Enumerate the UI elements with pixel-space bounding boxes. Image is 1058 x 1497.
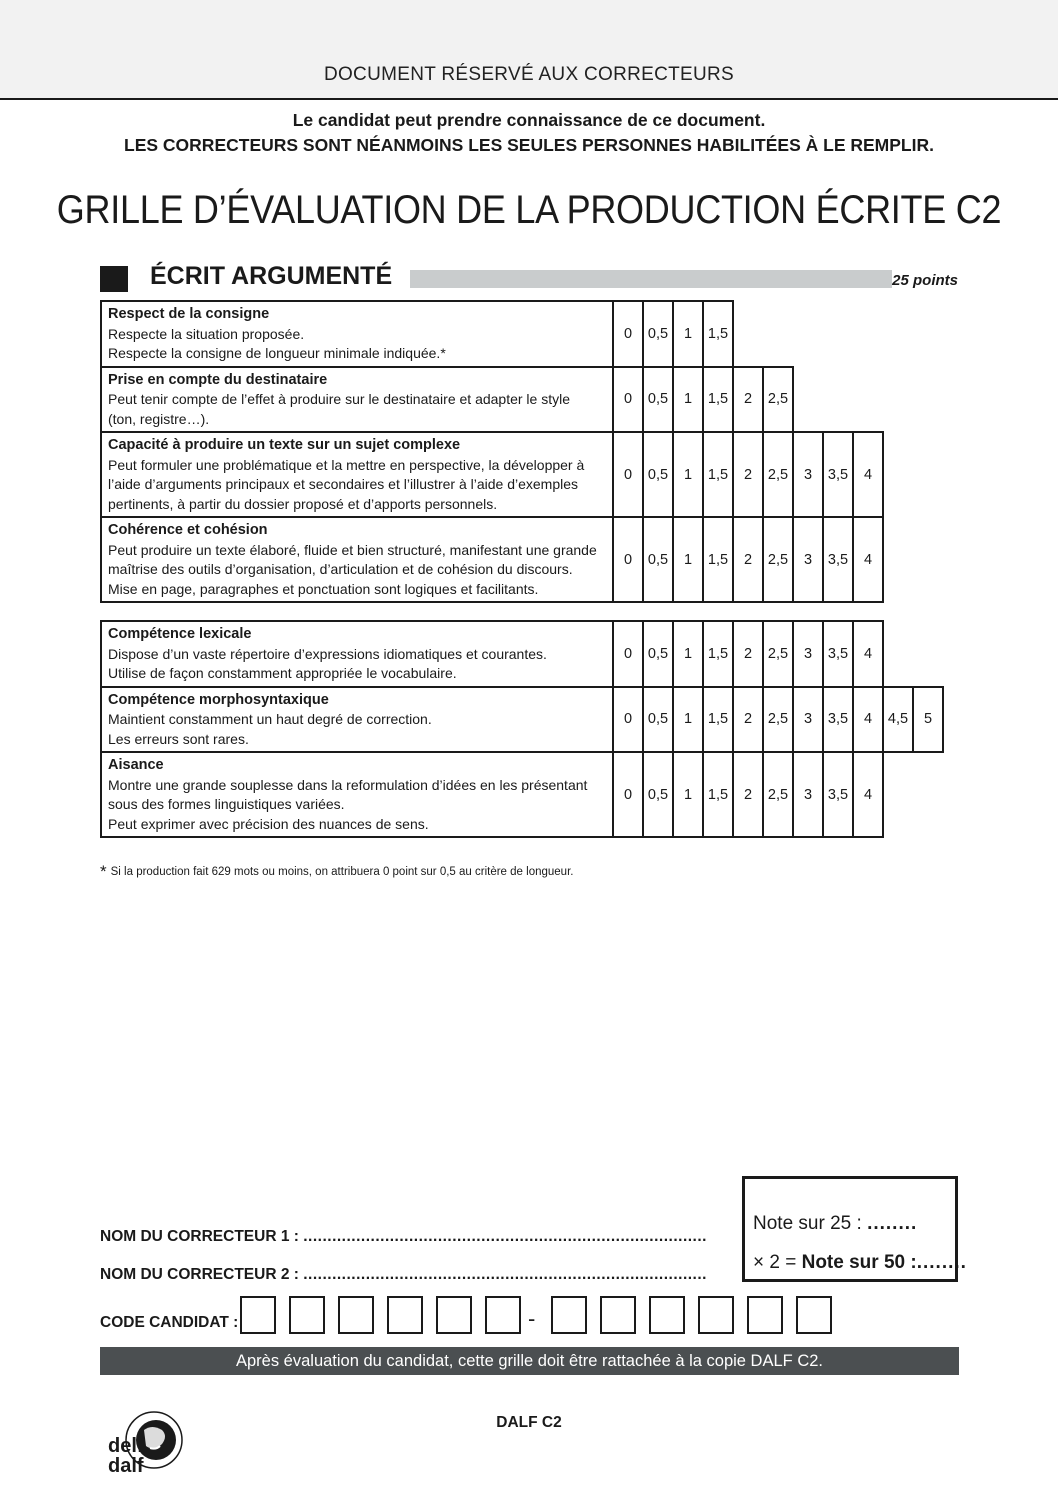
note-50-line [753, 1252, 967, 1274]
criterion-name: Compétence morphosyntaxique [108, 691, 329, 708]
empty-cell [733, 301, 763, 367]
footnote-text: Si la production fait 629 mots ou moins, on attribuera 0 point sur 0,5 au critère de longueur. [110, 866, 574, 878]
score-cell[interactable]: 1 [673, 517, 703, 602]
score-cell[interactable]: 3,5 [823, 752, 853, 837]
note-50-label: Note sur 50 : [801, 1252, 917, 1273]
section-title: ÉCRIT ARGUMENTÉ [150, 262, 393, 290]
exam-code: DALF C2 [496, 1414, 562, 1431]
score-cell[interactable]: 0 [613, 517, 643, 602]
empty-cell [823, 367, 853, 433]
header-bar [0, 0, 1058, 100]
empty-cell [793, 367, 823, 433]
score-cell[interactable]: 3 [793, 621, 823, 687]
corrector-2-label: NOM DU CORRECTEUR 2 : [100, 1266, 299, 1283]
criterion-line: Peut exprimer avec précision des nuances de sens. [108, 815, 429, 832]
criterion-line: Peut produire un texte élaboré, fluide et bien structuré, manifestant une grande [108, 541, 597, 558]
score-cell[interactable]: 0 [613, 752, 643, 837]
code-box[interactable] [747, 1296, 783, 1334]
criteria-table-2 [100, 620, 944, 838]
score-cell[interactable]: 1 [673, 301, 703, 367]
logo-text-delf: delf [108, 1435, 144, 1457]
corrector-1-line [100, 1228, 707, 1246]
criterion-description [101, 752, 613, 837]
empty-cell [883, 367, 885, 433]
score-cell[interactable]: 2,5 [763, 621, 793, 687]
code-box[interactable] [436, 1296, 472, 1334]
reserved-label: DOCUMENT RÉSERVÉ AUX CORRECTEURS [323, 64, 735, 85]
score-cell[interactable]: 2,5 [763, 432, 793, 517]
criterion-line: Peut tenir compte de l’effet à produire sur le destinataire et adapter le style [108, 391, 571, 407]
score-cell[interactable]: 0,5 [643, 432, 673, 517]
code-box[interactable] [240, 1296, 276, 1334]
score-cell[interactable]: 3 [793, 752, 823, 837]
score-cell[interactable]: 1,5 [703, 752, 733, 837]
empty-cell [883, 432, 885, 517]
score-cell[interactable]: 3,5 [823, 517, 853, 602]
score-cell[interactable]: 0 [613, 301, 643, 367]
criterion-line: l’aide d’arguments principaux et secondaires et l’illustrer à l’aide d’exemples [108, 476, 579, 492]
logo-text-dalf: dalf [108, 1455, 144, 1476]
code-box[interactable] [485, 1296, 521, 1334]
instruction-banner: Après évaluation du candidat, cette grille doit être rattachée à la copie DALF C2. [100, 1347, 959, 1375]
criterion-line: Montre une grande souplesse dans la reformulation d’idées en les présentant [108, 776, 588, 793]
criterion-line: Respecte la consigne de longueur minimale indiquée.* [108, 345, 446, 361]
section-square-icon [100, 266, 128, 292]
score-cell[interactable]: 2,5 [763, 367, 793, 433]
footnote [100, 862, 573, 882]
score-cell[interactable]: 2 [733, 367, 763, 433]
empty-cell [853, 301, 883, 367]
empty-cell [823, 301, 853, 367]
score-cell[interactable]: 0 [613, 367, 643, 433]
note-50-field[interactable]: ........ [916, 1252, 967, 1273]
criterion-row [101, 687, 943, 753]
criterion-description [101, 301, 613, 367]
score-cell[interactable]: 4 [853, 621, 883, 687]
score-cell[interactable]: 4 [853, 752, 883, 837]
score-cell[interactable]: 0,5 [643, 752, 673, 837]
criterion-line: (ton, registre…). [108, 410, 210, 427]
code-box[interactable] [387, 1296, 423, 1334]
score-cell[interactable]: 2,5 [763, 752, 793, 837]
criterion-line: Utilise de façon constamment appropriée le vocabulaire. [108, 665, 457, 681]
code-box[interactable] [698, 1296, 734, 1334]
score-cell[interactable]: 0,5 [643, 301, 673, 367]
score-cell[interactable]: 3,5 [823, 432, 853, 517]
score-cell[interactable]: 1,5 [703, 367, 733, 433]
code-box[interactable] [796, 1296, 832, 1334]
empty-cell [883, 752, 913, 837]
score-cell[interactable]: 1 [673, 621, 703, 687]
criterion-row [101, 517, 885, 602]
criterion-name: Cohérence et cohésion [108, 522, 268, 538]
empty-cell [883, 301, 885, 367]
empty-cell [853, 367, 883, 433]
corrector-1-label: NOM DU CORRECTEUR 1 : [100, 1228, 299, 1245]
criterion-line: Peut formuler une problématique et la mettre en perspective, la développer à [108, 456, 585, 473]
note-25-label: Note sur 25 : [753, 1213, 862, 1234]
footnote-star: * [100, 862, 107, 881]
criterion-row [101, 621, 943, 687]
section-header [100, 262, 960, 296]
score-cell[interactable]: 1,5 [703, 687, 733, 753]
notice [0, 108, 1058, 158]
empty-cell [883, 517, 885, 602]
criterion-row [101, 432, 885, 517]
criterion-description [101, 621, 613, 687]
score-cell[interactable]: 1 [673, 687, 703, 753]
criterion-row [101, 301, 885, 367]
score-cell[interactable]: 1,5 [703, 301, 733, 367]
criterion-row [101, 367, 885, 433]
score-cell[interactable]: 0 [613, 432, 643, 517]
score-cell[interactable]: 1 [673, 367, 703, 433]
score-cell[interactable]: 0 [613, 621, 643, 687]
section-points: 25 points [892, 272, 958, 289]
note-25-line [753, 1213, 917, 1235]
code-box[interactable] [551, 1296, 587, 1334]
criterion-description [101, 687, 613, 753]
criterion-line: Dispose d’un vaste répertoire d’expressions idiomatiques et courantes. [108, 645, 547, 662]
page-title: GRILLE D’ÉVALUATION DE LA PRODUCTION ÉCRITE C2 [56, 188, 1002, 232]
score-cell[interactable]: 2 [733, 752, 763, 837]
score-cell[interactable]: 2 [733, 432, 763, 517]
code-box[interactable] [289, 1296, 325, 1334]
candidate-code-label: CODE CANDIDAT : [100, 1314, 239, 1331]
score-cell[interactable]: 0,5 [643, 367, 673, 433]
criterion-description [101, 432, 613, 517]
score-cell[interactable]: 4 [853, 432, 883, 517]
score-cell[interactable]: 2 [733, 517, 763, 602]
score-cell[interactable]: 1,5 [703, 621, 733, 687]
corrector-2-field[interactable]: .................................................................................... [303, 1266, 707, 1283]
score-cell[interactable]: 4 [853, 687, 883, 753]
criterion-line: sous des formes linguistiques variées. [108, 796, 345, 812]
score-cell[interactable]: 0,5 [643, 687, 673, 753]
criterion-line: Maintient constamment un haut degré de correction. [108, 711, 432, 727]
score-cell[interactable]: 1,5 [703, 517, 733, 602]
score-cell[interactable]: 3 [793, 432, 823, 517]
empty-cell [913, 621, 943, 687]
criterion-line: Respecte la situation proposée. [108, 325, 305, 342]
score-cell[interactable]: 2,5 [763, 687, 793, 753]
score-cell[interactable]: 0,5 [643, 517, 673, 602]
score-cell[interactable]: 2,5 [763, 517, 793, 602]
code-dash: - [528, 1306, 536, 1331]
criteria-table-1 [100, 300, 886, 603]
empty-cell [913, 752, 943, 837]
code-box[interactable] [338, 1296, 374, 1334]
note-25-field[interactable]: ........ [867, 1213, 918, 1234]
corrector-1-field[interactable]: .................................................................................... [303, 1228, 707, 1245]
criterion-description [101, 367, 613, 433]
empty-cell [793, 301, 823, 367]
criterion-line: Les erreurs sont rares. [108, 730, 249, 747]
score-cell[interactable]: 0,5 [643, 621, 673, 687]
criterion-name: Compétence lexicale [108, 626, 252, 642]
criterion-name: Prise en compte du destinataire [108, 371, 328, 388]
criterion-name: Capacité à produire un texte sur un sujet complexe [108, 437, 461, 453]
score-cell[interactable]: 2 [733, 621, 763, 687]
criterion-line: pertinents, à partir du dossier proposé et d’apports personnels. [108, 495, 498, 512]
score-cell[interactable]: 5 [913, 687, 943, 753]
score-cell[interactable]: 3,5 [823, 621, 853, 687]
score-box [742, 1176, 967, 1282]
corrector-2-line [100, 1266, 707, 1284]
score-cell[interactable]: 4 [853, 517, 883, 602]
notice-line-2: LES CORRECTEURS SONT NÉANMOINS LES SEULES PERSONNES HABILITÉES À LE REMPLIR. [124, 135, 934, 155]
criterion-line: Mise en page, paragraphes et ponctuation sont logiques et facilitants. [108, 580, 539, 597]
criterion-name: Respect de la consigne [108, 306, 270, 322]
score-cell[interactable]: 3,5 [823, 687, 853, 753]
score-cell[interactable]: 0 [613, 687, 643, 753]
score-cell[interactable]: 4,5 [883, 687, 913, 753]
criterion-row [101, 752, 943, 837]
criterion-line: maîtrise des outils d’organisation, d’articulation et de cohésion du discours. [108, 561, 573, 577]
score-cell[interactable]: 1 [673, 432, 703, 517]
criterion-name: Aisance [108, 757, 164, 773]
empty-cell [883, 621, 913, 687]
code-box[interactable] [600, 1296, 636, 1334]
notice-line-1: Le candidat peut prendre connaissance de ce document. [292, 110, 766, 130]
section-bar [410, 270, 892, 288]
score-cell[interactable]: 1,5 [703, 432, 733, 517]
score-cell[interactable]: 3 [793, 517, 823, 602]
score-cell[interactable]: 2 [733, 687, 763, 753]
score-cell[interactable]: 1 [673, 752, 703, 837]
empty-cell [763, 301, 793, 367]
score-cell[interactable]: 3 [793, 687, 823, 753]
code-box[interactable] [649, 1296, 685, 1334]
criterion-description [101, 517, 613, 602]
times-label: × 2 = [753, 1252, 797, 1273]
